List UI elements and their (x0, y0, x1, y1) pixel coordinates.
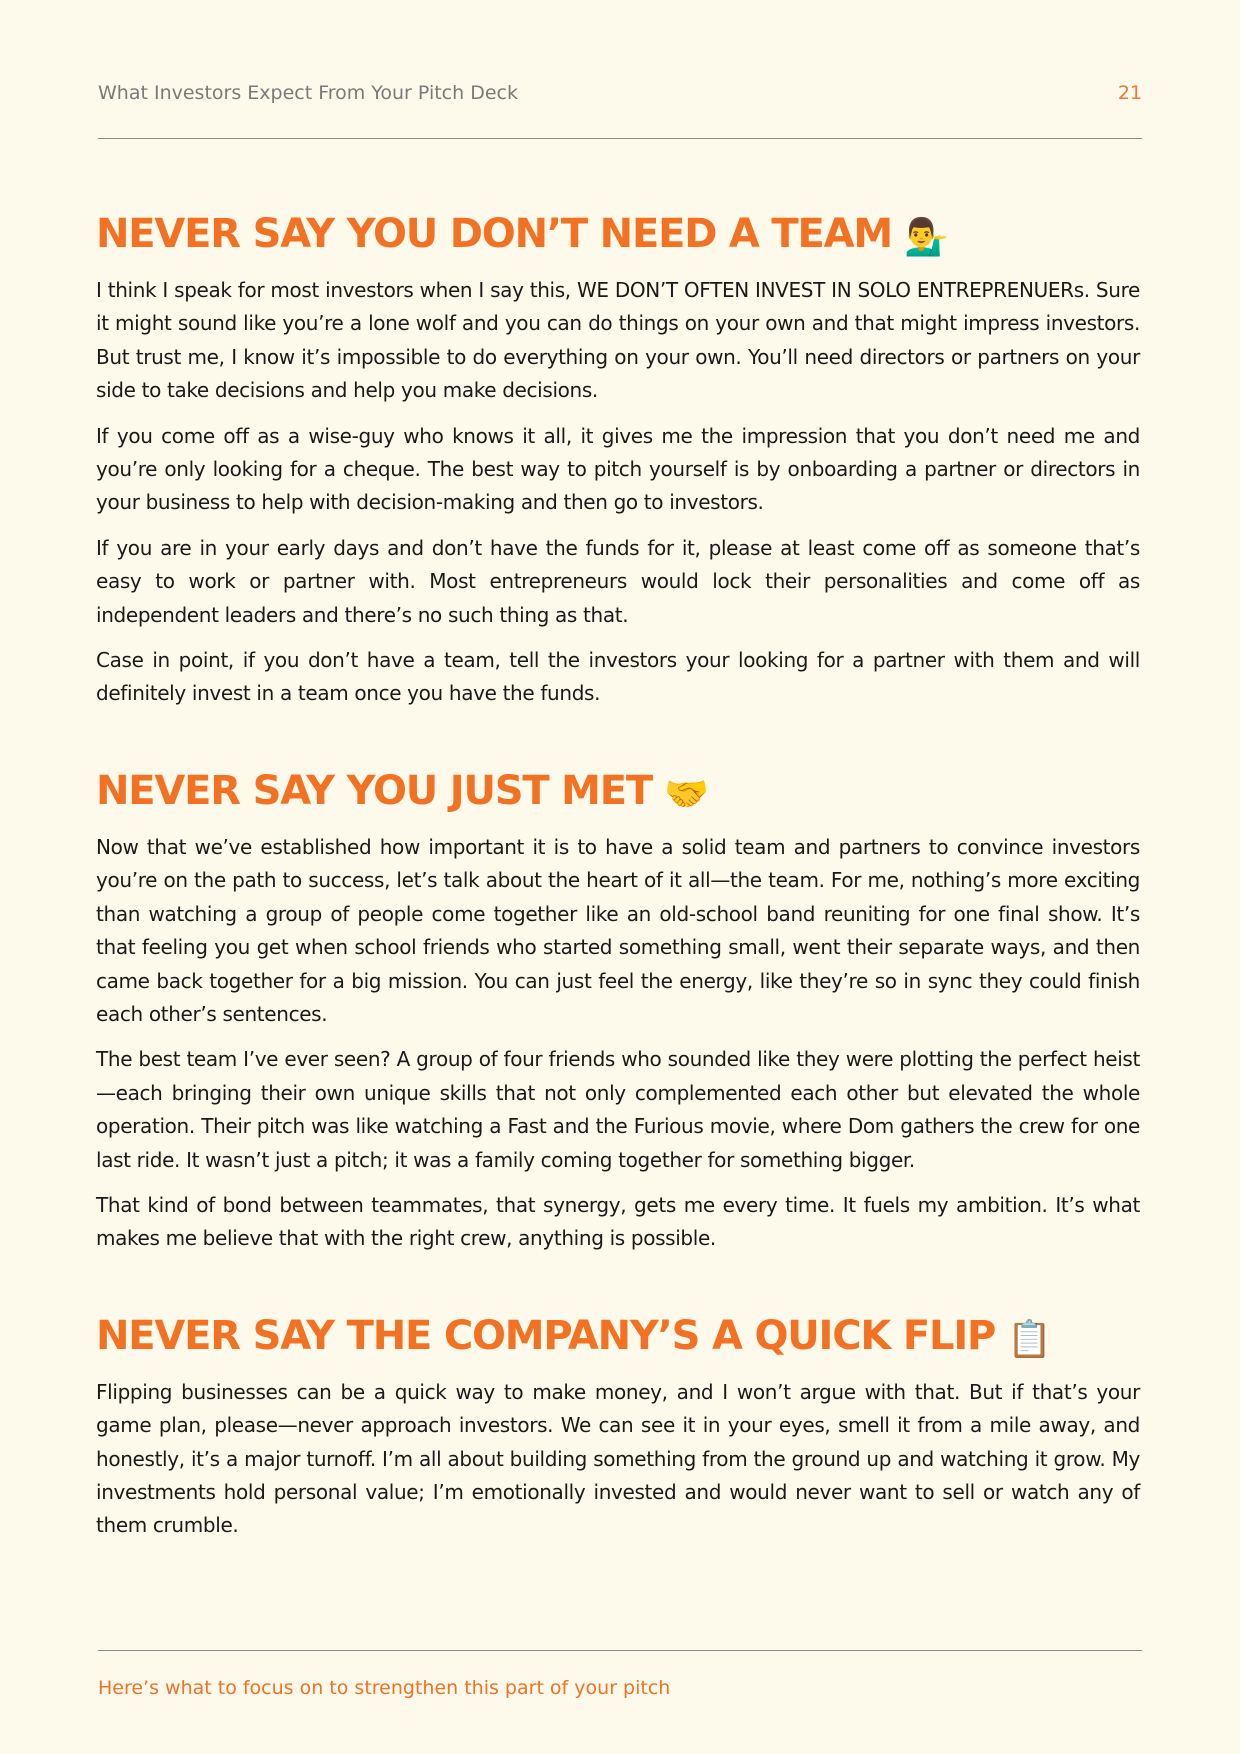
section-need-a-team (96, 206, 1140, 711)
section-heading (96, 1308, 1140, 1364)
paragraph: If you are in your early days and don’t have the funds for it, please at least come off as someone that’s easy to work or partner with. Most entrepreneurs would lock their personalities and come off as independent leaders and there’s no such thing as that. (96, 535, 1140, 627)
section-heading-text: NEVER SAY YOU JUST MET (96, 767, 652, 814)
footer-divider (98, 1650, 1142, 1651)
section-heading (96, 206, 1140, 262)
person-tipping-hand-icon: 💁‍♂️ (903, 217, 948, 258)
paragraph: If you come off as a wise-guy who knows it all, it gives me the impression that you don’t need me and you’re only looking for a cheque. The best way to pitch yourself is by onboarding a partner or directors in your business to help with decision-making and then go to investors. (96, 423, 1140, 515)
section-quick-flip (96, 1308, 1140, 1543)
paragraph: The best team I’ve ever seen? A group of four friends who sounded like they were plotting the perfect heist—each bringing their own unique skills that not only complemented each other but elevated the whole operation. Their pitch was like watching a Fast and the Furious movie, where Dom gathers the crew for one last ride. It wasn’t just a pitch; it was a family coming together for something bigger. (96, 1047, 1140, 1172)
paragraph: I think I speak for most investors when I say this, WE DON’T OFTEN INVEST IN SOLO ENTREPRENUERs. Sure it might sound like you’re a lone wolf and you can do things on your own and that might impress investors. But trust me, I know it’s impossible to do everything on your own. You’ll need directors or partners on your side to take decisions and help you make decisions. (96, 278, 1140, 403)
page-number: 21 (1117, 82, 1142, 104)
footer-note: Here’s what to focus on to strengthen this part of your pitch (98, 1677, 671, 1699)
paragraph: That kind of bond between teammates, that synergy, gets me every time. It fuels my ambition. It’s what makes me believe that with the right crew, anything is possible. (96, 1192, 1140, 1251)
section-spacer (96, 723, 1140, 763)
running-header-title: What Investors Expect From Your Pitch Deck (98, 82, 518, 104)
section-heading-text: NEVER SAY THE COMPANY’S A QUICK FLIP (96, 1312, 996, 1359)
paragraph: Now that we’ve established how important it is to have a solid team and partners to convince investors you’re on the path to success, let’s talk about the heart of it all—the team. For me, nothing’s more exciting than watching a group of people come together like an old-school band reuniting for one final show. It’s that feeling you get when school friends who started something small, went their separate ways, and then came back together for a big mission. You can just feel the energy, like they’re so in sync they could finish each other’s sentences. (96, 834, 1140, 1026)
clipboard-icon: 📋 (1007, 1318, 1051, 1360)
paragraph: Case in point, if you don’t have a team, tell the investors your looking for a partner with them and will definitely invest in a team once you have the funds. (96, 648, 1140, 706)
section-heading-text: NEVER SAY YOU DON’T NEED A TEAM (96, 211, 892, 257)
header-divider (98, 138, 1142, 139)
section-heading (96, 763, 1140, 819)
handshake-icon: 🤝 (663, 773, 708, 815)
page-header (98, 82, 1142, 110)
section-spacer (96, 1268, 1140, 1308)
section-just-met (96, 763, 1140, 1256)
paragraph: Flipping businesses can be a quick way to make money, and I won’t argue with that. But if that’s your game plan, please—never approach investors. We can see it in your eyes, smell it from a mile away, and honestly, it’s a major turnoff. I’m all about building something from the ground up and watching it grow. My investments hold personal value; I’m emotionally invested and would never want to sell or watch any of them crumble. (96, 1379, 1140, 1538)
main-content (96, 206, 1140, 1555)
